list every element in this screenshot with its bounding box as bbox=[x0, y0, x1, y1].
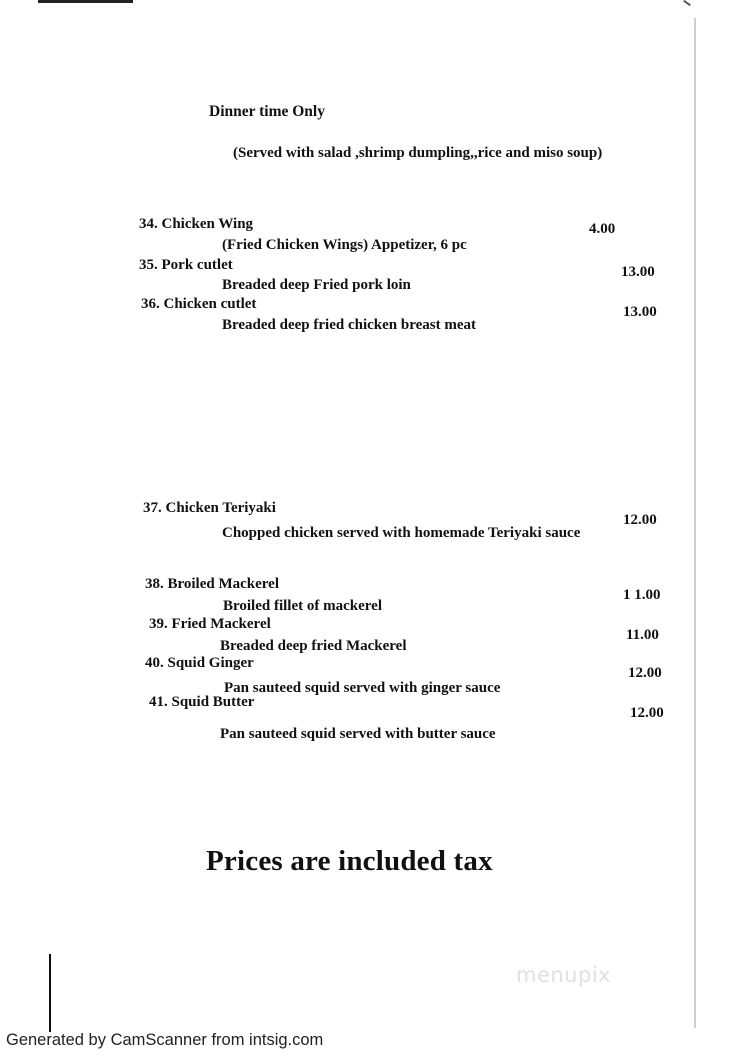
scanner-footer: Generated by CamScanner from intsig.com bbox=[6, 1031, 324, 1049]
menu-item-description: Breaded deep fried Mackerel bbox=[220, 638, 407, 654]
section-heading: Dinner time Only bbox=[209, 103, 325, 120]
menu-item-price: 1 1.00 bbox=[623, 587, 661, 603]
menu-item-name: 34. Chicken Wing bbox=[139, 216, 254, 232]
menu-item-description: Breaded deep Fried pork loin bbox=[222, 277, 411, 293]
menu-item-name: 36. Chicken cutlet bbox=[141, 296, 257, 312]
watermark: menupix bbox=[516, 963, 612, 987]
menu-item-description: Pan sauteed squid served with butter sauce bbox=[220, 726, 496, 742]
menu-item-price: 11.00 bbox=[626, 627, 659, 643]
corner-scan-mark bbox=[683, 0, 691, 6]
menu-item-price: 13.00 bbox=[621, 264, 655, 280]
menu-item-name: 38. Broiled Mackerel bbox=[145, 576, 280, 592]
right-scan-edge bbox=[694, 18, 696, 1028]
left-scan-edge bbox=[49, 954, 51, 1032]
section-note: (Served with salad ,shrimp dumpling,,rice and miso soup) bbox=[233, 145, 603, 161]
menu-item-name: 37. Chicken Teriyaki bbox=[143, 500, 276, 516]
menu-item-price: 4.00 bbox=[589, 221, 616, 237]
menu-item-name: 39. Fried Mackerel bbox=[149, 616, 271, 632]
menu-item-description: Broiled fillet of mackerel bbox=[223, 598, 382, 614]
menu-item-description: Pan sauteed squid served with ginger sauce bbox=[224, 680, 501, 696]
menu-item-description: Breaded deep fried chicken breast meat bbox=[222, 317, 476, 333]
menu-item-description: Chopped chicken served with homemade Teriyaki sauce bbox=[222, 525, 581, 541]
menu-item-name: 41. Squid Butter bbox=[149, 694, 255, 710]
menu-item-name: 40. Squid Ginger bbox=[145, 655, 254, 671]
menu-item-price: 13.00 bbox=[623, 304, 657, 320]
menu-item-price: 12.00 bbox=[630, 705, 664, 721]
menu-item-price: 12.00 bbox=[628, 665, 662, 681]
menu-item-price: 12.00 bbox=[623, 512, 657, 528]
tax-notice: Prices are included tax bbox=[206, 845, 493, 877]
menu-item-description: (Fried Chicken Wings) Appetizer, 6 pc bbox=[222, 237, 467, 253]
top-scan-edge bbox=[38, 0, 133, 3]
menu-item-name: 35. Pork cutlet bbox=[139, 257, 233, 273]
